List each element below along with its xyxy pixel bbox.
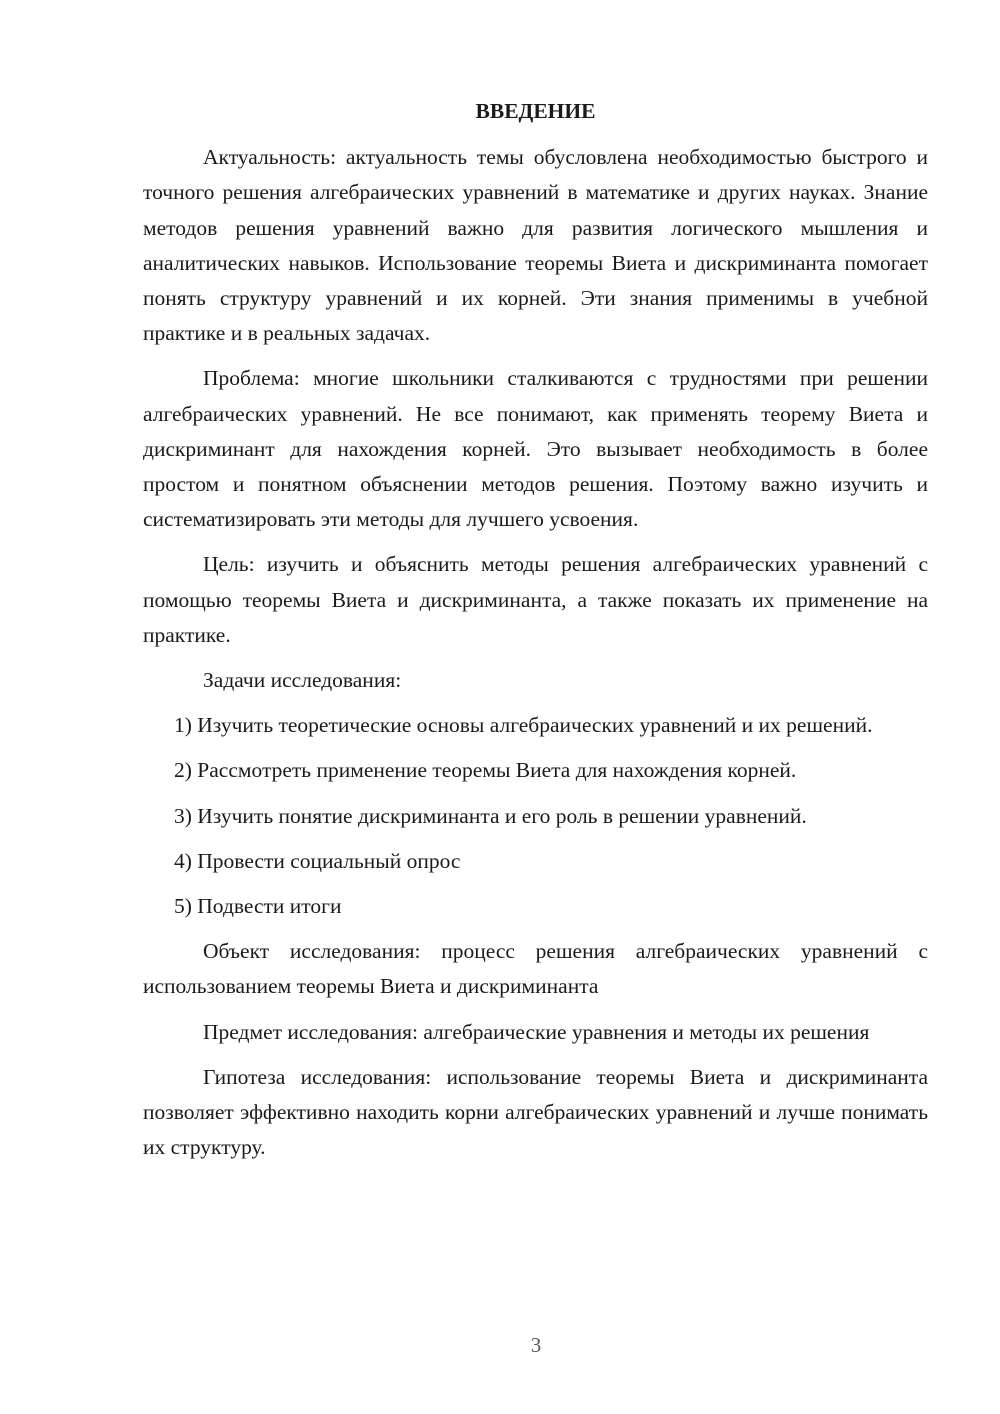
task-item-3: 3) Изучить понятие дискриминанта и его роль в решении уравнений. [174, 803, 807, 828]
relevance-paragraph: Актуальность: актуальность темы обусловлена необходимостью быстрого и точного решения алгебраических уравнений в математике и других науках. Знание методов решения уравнений важно для развития логического мышления и аналитических навыков. Использование теоремы Виета и дискриминанта помогает понять структуру уравнений и их корней. Эти знания применимы в учебной практике и в реальных задачах. [143, 145, 928, 346]
task-item-2: 2) Рассмотреть применение теоремы Виета для нахождения корней. [174, 758, 797, 783]
hypothesis-paragraph: Гипотеза исследования: использование теоремы Виета и дискриминанта позволяет эффективно находить корни алгебраических уравнений и лучше понимать их структуру. [143, 1064, 928, 1160]
task-item-5: 5) Подвести итоги [174, 894, 342, 919]
page-number: 3 [530, 1333, 542, 1357]
task-item-4: 4) Провести социальный опрос [174, 848, 461, 873]
page-title: ВВЕДЕНИЕ [475, 99, 596, 123]
document-page [143, 94, 928, 1175]
tasks-heading: Задачи исследования: [203, 668, 402, 693]
problem-paragraph: Проблема: многие школьники сталкиваются с трудностями при решении алгебраических уравнений. Не все понимают, как применять теорему Виета и дискриминант для нахождения корней. Это вызывает необходимость в более простом и понятном объяснении методов решения. Поэтому важно изучить и систематизировать эти методы для лучшего усвоения. [143, 366, 928, 532]
object-paragraph: Объект исследования: процесс решения алгебраических уравнений с использованием теоремы Виета и дискриминанта [143, 939, 928, 999]
goal-paragraph: Цель: изучить и объяснить методы решения алгебраических уравнений с помощью теоремы Виета и дискриминанта, а также показать их применение на практике. [143, 552, 928, 647]
task-item-1: 1) Изучить теоретические основы алгебраических уравнений и их решений. [174, 713, 873, 738]
subject-paragraph: Предмет исследования: алгебраические уравнения и методы их решения [203, 1019, 870, 1044]
